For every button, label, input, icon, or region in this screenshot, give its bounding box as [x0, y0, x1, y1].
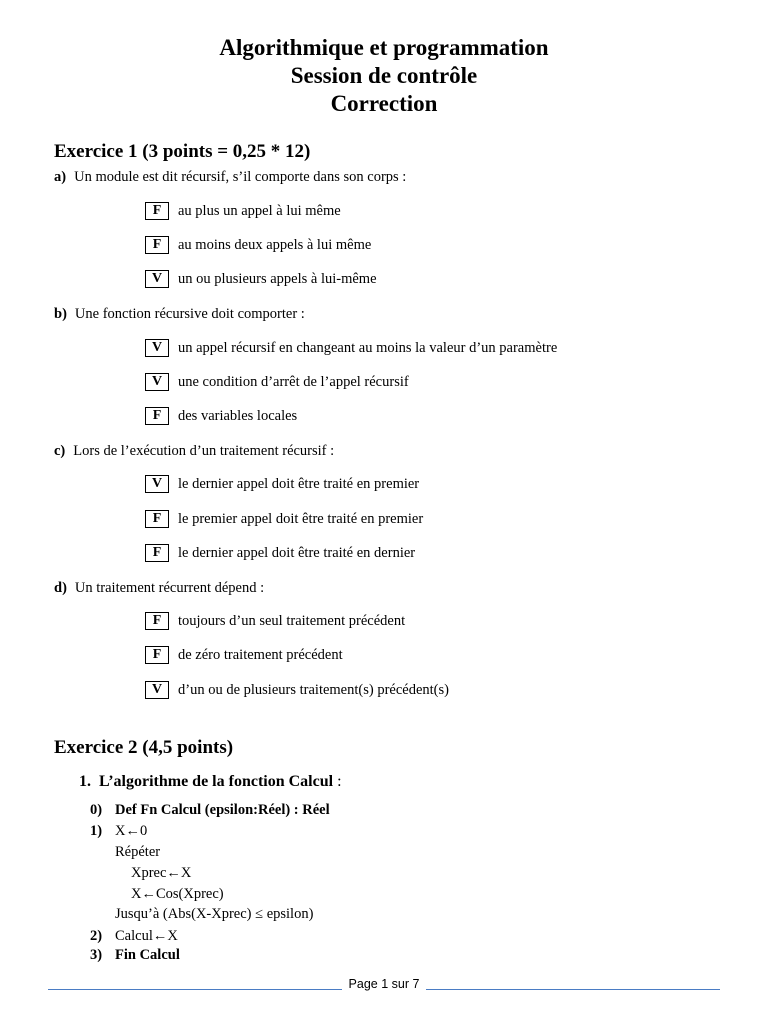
algo-line-until: Jusqu’à (Abs(X-Xprec) ≤ epsilon)	[115, 906, 314, 922]
answer-box: F	[145, 510, 169, 528]
answer-box: F	[145, 407, 169, 425]
answer-box: V	[145, 681, 169, 699]
algo-line-number: 0)	[90, 802, 103, 818]
algo-line-0	[90, 802, 330, 819]
footer-rule-right	[426, 989, 720, 990]
answer-box: V	[145, 373, 169, 391]
answer-box: F	[145, 544, 169, 562]
option-text: un appel récursif en changeant au moins la valeur d’un paramètre	[178, 340, 558, 356]
subsection-number: 1.	[79, 773, 91, 790]
question-letter: c)	[54, 443, 66, 459]
question-d	[54, 580, 264, 597]
option-text: un ou plusieurs appels à lui-même	[178, 271, 377, 287]
question-text: Un traitement récurrent dépend :	[74, 580, 265, 596]
answer-box: F	[145, 646, 169, 664]
option-text: d’un ou de plusieurs traitement(s) précédent(s)	[178, 682, 449, 698]
answer-box: V	[145, 339, 169, 357]
algo-line-text: X←0	[115, 823, 148, 839]
algo-line-1	[90, 823, 147, 840]
algo-line-xcos: X←Cos(Xprec)	[131, 886, 224, 902]
algo-line-text: Def Fn Calcul (epsilon:Réel) : Réel	[115, 802, 330, 818]
algo-line-repeat: Répéter	[115, 844, 161, 860]
subsection-title	[79, 773, 342, 791]
question-c	[54, 443, 334, 460]
session-title: Session de contrôle	[290, 63, 478, 88]
option-text: des variables locales	[178, 408, 298, 424]
course-title: Algorithmique et programmation	[219, 35, 549, 60]
algo-line-xprec: Xprec←X	[131, 865, 192, 881]
question-letter: a)	[54, 169, 67, 185]
exercise-1-title: Exercice 1 (3 points = 0,25 * 12)	[54, 141, 311, 162]
question-b	[54, 306, 305, 323]
answer-box: F	[145, 202, 169, 220]
algo-line-number: 2)	[90, 928, 103, 944]
algo-line-number: 3)	[90, 947, 103, 963]
subsection-colon: :	[337, 773, 342, 790]
subsection-label: L’algorithme de la fonction Calcul	[99, 773, 334, 790]
answer-box: F	[145, 612, 169, 630]
answer-box: V	[145, 270, 169, 288]
question-a	[54, 169, 406, 186]
algo-line-number: 1)	[90, 823, 103, 839]
option-text: le dernier appel doit être traité en premier	[178, 476, 420, 492]
correction-title: Correction	[330, 91, 438, 116]
algo-line-3	[90, 947, 180, 964]
question-text: Une fonction récursive doit comporter :	[74, 306, 305, 322]
option-text: le dernier appel doit être traité en dernier	[178, 545, 416, 561]
algo-line-text: Fin Calcul	[115, 947, 180, 963]
exercise-2-title: Exercice 2 (4,5 points)	[54, 737, 234, 758]
question-letter: b)	[54, 306, 67, 322]
question-text: Lors de l’exécution d’un traitement récursif :	[73, 443, 335, 459]
option-text: toujours d’un seul traitement précédent	[178, 613, 406, 629]
option-text: de zéro traitement précédent	[178, 647, 343, 663]
option-text: au plus un appel à lui même	[178, 203, 341, 219]
answer-box: V	[145, 475, 169, 493]
algo-line-text: Calcul←X	[115, 928, 178, 944]
option-text: le premier appel doit être traité en premier	[178, 511, 424, 527]
option-text: au moins deux appels à lui même	[178, 237, 372, 253]
answer-box: F	[145, 236, 169, 254]
question-text: Un module est dit récursif, s’il comporte dans son corps :	[74, 169, 407, 185]
question-letter: d)	[54, 580, 67, 596]
option-text: une condition d’arrêt de l’appel récursif	[178, 374, 409, 390]
page-number: Page 1 sur 7	[348, 977, 420, 991]
page-header	[0, 34, 768, 118]
algo-line-2	[90, 928, 178, 945]
footer-rule-left	[48, 989, 342, 990]
